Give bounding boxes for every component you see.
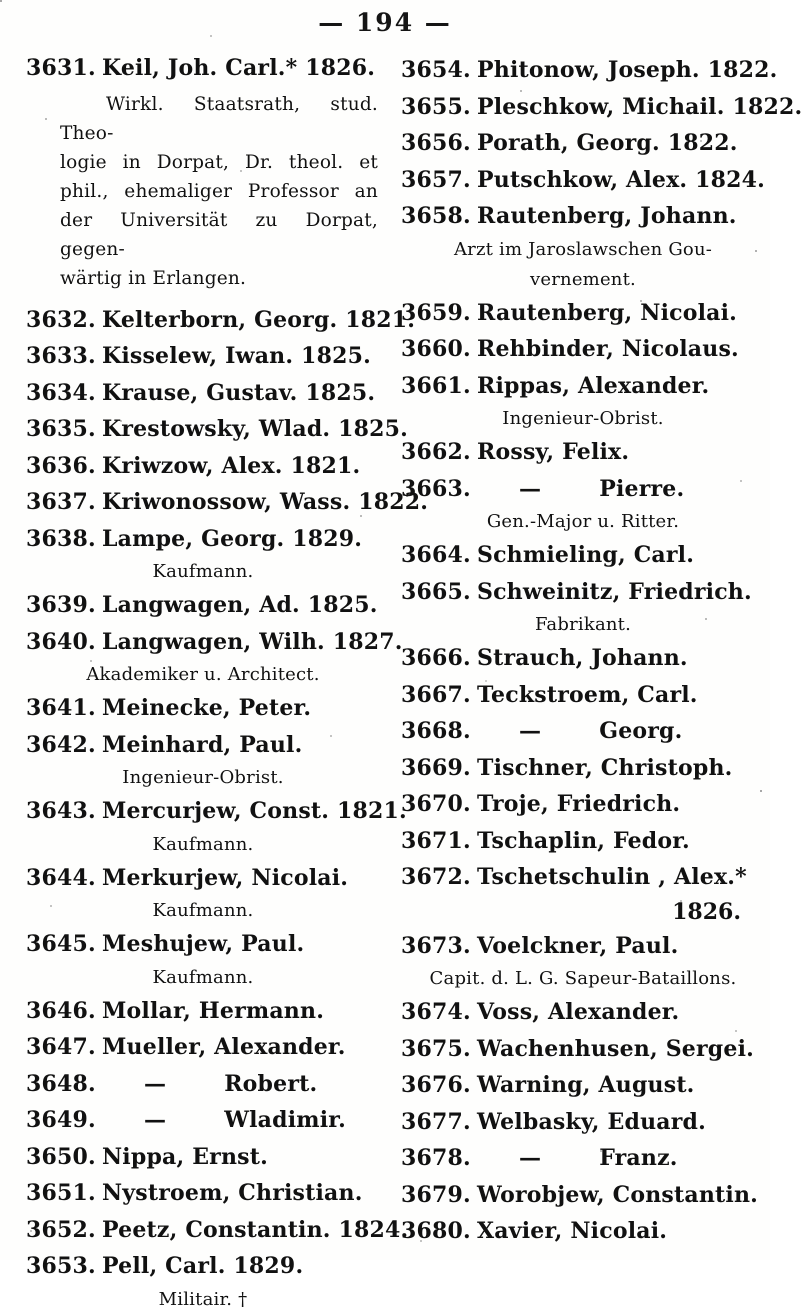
entry-note: Akademiker u. Architect. xyxy=(86,664,320,685)
entry-text: Porath, Georg. 1822. xyxy=(477,130,738,156)
entry-name: Franz. xyxy=(599,1145,678,1171)
entry-number: 3675. xyxy=(401,1035,471,1062)
directory-entry xyxy=(401,331,765,368)
directory-entry xyxy=(26,727,380,764)
entry-text: Schweinitz, Friedrich. xyxy=(477,578,752,605)
entry-text: Mollar, Hermann. xyxy=(102,997,325,1024)
entry-number: 3665. xyxy=(401,578,471,605)
directory-entry xyxy=(26,624,403,661)
entry-note: Ingenieur-Obrist. xyxy=(122,767,284,788)
directory-entry xyxy=(401,89,802,126)
entry-text: Langwagen, Wilh. 1827. xyxy=(102,628,403,655)
entry-note: Arzt im Jaroslawschen Gou- xyxy=(453,238,713,260)
directory-entry xyxy=(401,368,765,405)
entry-name: Wladimir. xyxy=(224,1107,346,1133)
entry-text xyxy=(477,471,765,508)
entry-number: 3671. xyxy=(401,827,471,854)
directory-entry xyxy=(26,1212,409,1249)
entry-text xyxy=(477,713,765,750)
entry-number: 3634. xyxy=(26,379,96,406)
entry-number: 3678. xyxy=(401,1145,471,1171)
entry-text: Lampe, Georg. 1829. xyxy=(102,525,363,552)
entry-number: 3637. xyxy=(26,489,96,515)
entry-text: Rossy, Felix. xyxy=(477,439,630,465)
directory-entry xyxy=(26,448,380,485)
directory-entry xyxy=(401,125,765,162)
entry-number: 3668. xyxy=(401,718,471,744)
entry-text: Krause, Gustav. 1825. xyxy=(102,379,376,406)
entry-text: Teckstroem, Carl. xyxy=(477,681,698,708)
entry-number: 3635. xyxy=(26,416,96,442)
directory-entry xyxy=(401,471,765,508)
entry-number: 3656. xyxy=(401,130,471,156)
entry-number: 3669. xyxy=(401,754,471,781)
directory-entry xyxy=(401,640,765,677)
entry-number: 3631. xyxy=(26,55,96,81)
entry-number: 3660. xyxy=(401,336,471,362)
entry-note: Capit. d. L. G. Sapeur-Bataillons. xyxy=(429,968,737,989)
entry-text: Rautenberg, Johann. xyxy=(477,203,737,229)
entry-number: 3651. xyxy=(26,1180,96,1206)
entry-text: Langwagen, Ad. 1825. xyxy=(102,592,378,618)
entry-text: Worobjew, Constantin. xyxy=(477,1181,759,1208)
entry-number: 3636. xyxy=(26,452,96,479)
entry-number: 3646. xyxy=(26,997,96,1024)
entry-text: Krestowsky, Wlad. 1825. xyxy=(102,416,409,442)
entry-number: 3644. xyxy=(26,864,96,891)
ditto-dash: — xyxy=(519,1145,542,1171)
biography-line: logie in Dorpat, Dr. theol. et xyxy=(60,151,378,173)
entry-number: 3643. xyxy=(26,798,96,824)
entry-text: Kriwonossow, Wass. 1822. xyxy=(102,489,429,515)
directory-entry xyxy=(401,295,765,332)
entry-year-continuation: 1826. xyxy=(672,898,741,925)
entry-number: 3655. xyxy=(401,93,471,120)
entry-number: 3674. xyxy=(401,999,471,1025)
entry-note: Kaufmann. xyxy=(152,966,254,988)
entry-name: Pierre. xyxy=(599,475,685,502)
directory-entry xyxy=(401,537,765,574)
entry-text: Welbasky, Eduard. xyxy=(477,1108,706,1135)
entry-text: Nystroem, Christian. xyxy=(102,1180,363,1206)
entry-number: 3640. xyxy=(26,628,96,655)
directory-entry xyxy=(26,926,380,963)
entry-name: Robert. xyxy=(224,1070,318,1097)
entry-number: 3632. xyxy=(26,306,96,333)
entry-number: 3663. xyxy=(401,475,471,502)
directory-entry xyxy=(401,162,765,199)
entry-number: 3638. xyxy=(26,525,96,552)
entry-number: 3672. xyxy=(401,864,471,890)
entry-number: 3666. xyxy=(401,645,471,671)
entry-number: 3664. xyxy=(401,542,471,568)
entry-text: Kelterborn, Georg. 1821. xyxy=(102,306,416,333)
entry-number: 3676. xyxy=(401,1072,471,1098)
biography-line: der Universität zu Dorpat, gegen- xyxy=(60,209,378,260)
entry-number: 3639. xyxy=(26,592,96,618)
entry-text: Rippas, Alexander. xyxy=(477,372,710,399)
entry-number: 3657. xyxy=(401,166,471,193)
entry-number: 3647. xyxy=(26,1034,96,1060)
entry-text: Peetz, Constantin. 1824. xyxy=(102,1216,409,1243)
directory-entry xyxy=(401,677,765,714)
directory-entry xyxy=(26,690,380,727)
entry-text: Tschaplin, Fedor. xyxy=(477,827,690,854)
directory-entry xyxy=(401,1213,765,1250)
entry-text: Rautenberg, Nicolai. xyxy=(477,299,738,326)
directory-entry xyxy=(26,993,380,1030)
entry-text: Xavier, Nicolai. xyxy=(477,1218,668,1244)
entry-text: Nippa, Ernst. xyxy=(102,1143,268,1170)
biography-line: phil., ehemaliger Professor an xyxy=(60,180,378,202)
entry-text: Troje, Friedrich. xyxy=(477,791,681,817)
entry-text xyxy=(102,1066,380,1103)
directory-entry xyxy=(401,823,765,860)
ditto-dash: — xyxy=(519,718,542,744)
entry-number: 3680. xyxy=(401,1218,471,1244)
entry-text: Mercurjew, Const. 1821. xyxy=(102,798,407,824)
directory-entry xyxy=(401,928,765,965)
entry-text: Pell, Carl. 1829. xyxy=(102,1253,304,1279)
entry-number: 3641. xyxy=(26,695,96,721)
ditto-dash: — xyxy=(519,475,542,502)
entry-text: Strauch, Johann. xyxy=(477,645,688,671)
entry-number: 3677. xyxy=(401,1108,471,1135)
entry-number: 3667. xyxy=(401,681,471,708)
entry-note: vernement. xyxy=(530,268,636,290)
entry-text: Rehbinder, Nicolaus. xyxy=(477,336,739,362)
entry-number: 3648. xyxy=(26,1070,96,1097)
entry-number: 3649. xyxy=(26,1107,96,1133)
entry-text xyxy=(102,1102,380,1139)
entry-number: 3633. xyxy=(26,343,96,369)
directory-entry xyxy=(401,1140,765,1177)
entry-text: Pleschkow, Michail. 1822. xyxy=(477,93,802,120)
directory-entry xyxy=(401,1177,765,1214)
directory-entry xyxy=(401,1104,765,1141)
entry-text: Voss, Alexander. xyxy=(477,999,680,1025)
directory-entry xyxy=(26,793,407,830)
directory-entry xyxy=(26,338,380,375)
entry-number: 3673. xyxy=(401,932,471,959)
directory-entry xyxy=(401,713,765,750)
entry-number: 3642. xyxy=(26,731,96,758)
directory-column-left xyxy=(26,50,429,1315)
entry-text: Phitonow, Joseph. 1822. xyxy=(477,57,778,83)
entry-number: 3653. xyxy=(26,1253,96,1279)
entry-text: Voelckner, Paul. xyxy=(477,932,679,959)
entry-note: Gen.-Major u. Ritter. xyxy=(486,511,680,532)
directory-entry xyxy=(26,1029,380,1066)
directory-entry xyxy=(26,1102,380,1139)
biography-line: Wirkl. Staatsrath, stud. Theo- xyxy=(60,93,378,144)
entry-text: Meinecke, Peter. xyxy=(102,695,312,721)
directory-entry xyxy=(401,786,765,823)
directory-entry xyxy=(401,434,765,471)
ditto-dash: — xyxy=(144,1070,167,1097)
entry-text: Merkurjew, Nicolai. xyxy=(102,864,349,891)
entry-number: 3659. xyxy=(401,299,471,326)
entry-text: Kriwzow, Alex. 1821. xyxy=(102,452,361,479)
entry-text: Warning, August. xyxy=(477,1072,695,1098)
entry-number: 3662. xyxy=(401,439,471,465)
entry-note: Fabrikant. xyxy=(534,614,632,635)
entry-number: 3679. xyxy=(401,1181,471,1208)
directory-entry xyxy=(26,484,429,521)
biography-line: wärtig in Erlangen. xyxy=(60,267,247,289)
entry-text: Keil, Joh. Carl.* 1826. xyxy=(102,55,376,81)
entry-text xyxy=(477,1140,765,1177)
directory-entry xyxy=(26,521,380,558)
entry-note: Kaufmann. xyxy=(152,900,254,921)
entry-text: Mueller, Alexander. xyxy=(102,1034,346,1060)
entry-text: Meinhard, Paul. xyxy=(102,731,303,758)
entry-number: 3652. xyxy=(26,1216,96,1243)
entry-number: 3654. xyxy=(401,57,471,83)
entry-text: Schmieling, Carl. xyxy=(477,542,695,568)
entry-note: Militair. † xyxy=(158,1288,248,1310)
ditto-dash: — xyxy=(144,1107,167,1133)
directory-entry xyxy=(401,750,765,787)
directory-entry xyxy=(401,859,765,896)
directory-entry xyxy=(26,1066,380,1103)
directory-entry xyxy=(401,1031,765,1068)
entry-number: 3658. xyxy=(401,203,471,229)
entry-text: Putschkow, Alex. 1824. xyxy=(477,166,766,193)
directory-entry xyxy=(26,587,380,624)
directory-entry xyxy=(401,574,765,611)
entry-biography xyxy=(26,90,380,293)
entry-text: Tischner, Christoph. xyxy=(477,754,733,781)
directory-entry xyxy=(401,198,765,235)
directory-entry xyxy=(26,860,380,897)
directory-entry xyxy=(401,52,778,89)
entry-note: Ingenieur-Obrist. xyxy=(502,408,664,429)
entry-number: 3645. xyxy=(26,931,96,957)
entry-note: Kaufmann. xyxy=(152,833,254,855)
directory-entry xyxy=(26,1175,380,1212)
entry-text: Meshujew, Paul. xyxy=(102,931,305,957)
directory-column-right xyxy=(401,52,802,1250)
entry-name: Georg. xyxy=(599,718,683,744)
directory-entry xyxy=(26,302,416,339)
directory-entry xyxy=(401,1067,765,1104)
entry-text: Kisselew, Iwan. 1825. xyxy=(102,343,371,369)
entry-note: Kaufmann. xyxy=(152,561,254,582)
directory-entry xyxy=(26,375,380,412)
entry-number: 3650. xyxy=(26,1143,96,1170)
directory-entry xyxy=(26,411,409,448)
directory-entry xyxy=(26,1139,380,1176)
directory-entry xyxy=(26,1248,380,1285)
directory-entry xyxy=(26,50,380,87)
scan-noise-speckles xyxy=(0,0,2,2)
page-number-header: — 194 — xyxy=(318,8,452,37)
entry-text: Wachenhusen, Sergei. xyxy=(477,1035,754,1062)
entry-number: 3670. xyxy=(401,791,471,817)
entry-text: Tschetschulin , Alex.* xyxy=(477,864,747,890)
directory-entry xyxy=(401,994,765,1031)
entry-number: 3661. xyxy=(401,372,471,399)
